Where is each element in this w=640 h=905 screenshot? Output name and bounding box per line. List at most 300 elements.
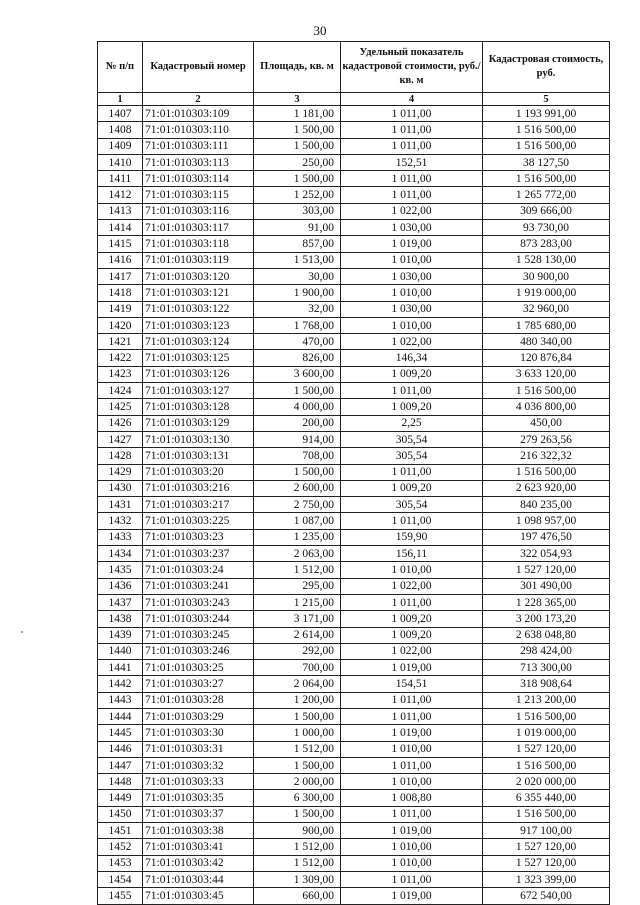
area-cell: 857,00 [254, 236, 341, 252]
cadastral-number-cell: 71:01:010303:121 [143, 285, 254, 301]
specific-value-cell: 1 019,00 [341, 660, 483, 676]
table-row [98, 855, 610, 871]
specific-value-cell: 1 011,00 [341, 106, 483, 122]
cadastral-value-table [97, 41, 610, 905]
table-row [98, 399, 610, 415]
row-number-cell: 1415 [98, 236, 143, 252]
table-row [98, 546, 610, 562]
table-row [98, 187, 610, 203]
cadastral-value-cell: 1 228 365,00 [483, 594, 610, 610]
table-row [98, 497, 610, 513]
row-number-cell: 1410 [98, 154, 143, 170]
area-cell: 4 000,00 [254, 399, 341, 415]
cadastral-value-cell: 2 623 920,00 [483, 480, 610, 496]
specific-value-cell: 1 010,00 [341, 839, 483, 855]
row-number-cell: 1436 [98, 578, 143, 594]
area-cell: 1 000,00 [254, 725, 341, 741]
table-row [98, 448, 610, 464]
cadastral-number-cell: 71:01:010303:116 [143, 203, 254, 219]
table-row [98, 317, 610, 333]
table-row [98, 236, 610, 252]
cadastral-value-cell: 1 919 000,00 [483, 285, 610, 301]
specific-value-cell: 1 010,00 [341, 855, 483, 871]
area-cell: 1 215,00 [254, 594, 341, 610]
row-number-cell: 1414 [98, 220, 143, 236]
cadastral-number-cell: 71:01:010303:33 [143, 774, 254, 790]
cadastral-number-cell: 71:01:010303:29 [143, 708, 254, 724]
table-row [98, 660, 610, 676]
cadastral-number-cell: 71:01:010303:120 [143, 268, 254, 284]
cadastral-number-cell: 71:01:010303:125 [143, 350, 254, 366]
row-number-cell: 1442 [98, 676, 143, 692]
header-row-number: № п/п [98, 42, 143, 93]
area-cell: 30,00 [254, 268, 341, 284]
cadastral-value-cell: 1 528 130,00 [483, 252, 610, 268]
cadastral-number-cell: 71:01:010303:41 [143, 839, 254, 855]
specific-value-cell: 1 008,80 [341, 790, 483, 806]
row-number-cell: 1435 [98, 562, 143, 578]
row-number-cell: 1416 [98, 252, 143, 268]
cadastral-number-cell: 71:01:010303:241 [143, 578, 254, 594]
row-number-cell: 1439 [98, 627, 143, 643]
table-row [98, 725, 610, 741]
row-number-cell: 1448 [98, 774, 143, 790]
table-row [98, 529, 610, 545]
area-cell: 2 063,00 [254, 546, 341, 562]
cadastral-value-cell: 672 540,00 [483, 888, 610, 904]
cadastral-value-cell: 216 322,32 [483, 448, 610, 464]
table-row [98, 285, 610, 301]
area-cell: 826,00 [254, 350, 341, 366]
table-row [98, 741, 610, 757]
cadastral-number-cell: 71:01:010303:44 [143, 871, 254, 887]
column-number: 5 [483, 93, 610, 106]
specific-value-cell: 1 019,00 [341, 823, 483, 839]
cadastral-value-cell: 2 638 048,80 [483, 627, 610, 643]
cadastral-value-cell: 450,00 [483, 415, 610, 431]
cadastral-value-cell: 1 527 120,00 [483, 839, 610, 855]
table-row [98, 513, 610, 529]
cadastral-number-cell: 71:01:010303:123 [143, 317, 254, 333]
table-row [98, 806, 610, 822]
table-row [98, 578, 610, 594]
specific-value-cell: 146,34 [341, 350, 483, 366]
specific-value-cell: 1 022,00 [341, 334, 483, 350]
area-cell: 900,00 [254, 823, 341, 839]
column-number: 1 [98, 93, 143, 106]
table-row [98, 252, 610, 268]
cadastral-value-cell: 1 527 120,00 [483, 562, 610, 578]
row-number-cell: 1454 [98, 871, 143, 887]
specific-value-cell: 1 009,20 [341, 480, 483, 496]
cadastral-number-cell: 71:01:010303:114 [143, 171, 254, 187]
cadastral-number-cell: 71:01:010303:42 [143, 855, 254, 871]
cadastral-number-cell: 71:01:010303:27 [143, 676, 254, 692]
specific-value-cell: 1 011,00 [341, 383, 483, 399]
area-cell: 2 750,00 [254, 497, 341, 513]
row-number-cell: 1411 [98, 171, 143, 187]
table-row [98, 839, 610, 855]
specific-value-cell: 1 019,00 [341, 725, 483, 741]
page-number: 30 [313, 23, 327, 38]
cadastral-value-cell: 279 263,56 [483, 431, 610, 447]
cadastral-number-cell: 71:01:010303:37 [143, 806, 254, 822]
cadastral-number-cell: 71:01:010303:38 [143, 823, 254, 839]
table-row [98, 106, 610, 122]
cadastral-number-cell: 71:01:010303:113 [143, 154, 254, 170]
cadastral-value-cell: 1 323 399,00 [483, 871, 610, 887]
cadastral-number-cell: 71:01:010303:110 [143, 122, 254, 138]
area-cell: 1 181,00 [254, 106, 341, 122]
table-row [98, 122, 610, 138]
specific-value-cell: 1 022,00 [341, 578, 483, 594]
cadastral-table-container [97, 41, 609, 905]
table-row [98, 708, 610, 724]
table-row [98, 171, 610, 187]
row-number-cell: 1422 [98, 350, 143, 366]
cadastral-value-cell: 1 213 200,00 [483, 692, 610, 708]
row-number-cell: 1441 [98, 660, 143, 676]
cadastral-number-cell: 71:01:010303:31 [143, 741, 254, 757]
area-cell: 292,00 [254, 643, 341, 659]
cadastral-value-cell: 30 900,00 [483, 268, 610, 284]
area-cell: 3 600,00 [254, 366, 341, 382]
area-cell: 1 512,00 [254, 855, 341, 871]
cadastral-value-cell: 1 516 500,00 [483, 708, 610, 724]
scan-speck [21, 631, 23, 633]
area-cell: 1 309,00 [254, 871, 341, 887]
area-cell: 700,00 [254, 660, 341, 676]
row-number-cell: 1444 [98, 708, 143, 724]
area-cell: 2 000,00 [254, 774, 341, 790]
cadastral-number-cell: 71:01:010303:246 [143, 643, 254, 659]
row-number-cell: 1443 [98, 692, 143, 708]
cadastral-value-cell: 197 476,50 [483, 529, 610, 545]
specific-value-cell: 1 011,00 [341, 187, 483, 203]
specific-value-cell: 1 011,00 [341, 692, 483, 708]
column-number-row [98, 93, 610, 106]
specific-value-cell: 1 011,00 [341, 171, 483, 187]
cadastral-value-cell: 917 100,00 [483, 823, 610, 839]
specific-value-cell: 1 011,00 [341, 464, 483, 480]
specific-value-cell: 1 010,00 [341, 741, 483, 757]
specific-value-cell: 1 010,00 [341, 562, 483, 578]
specific-value-cell: 1 010,00 [341, 285, 483, 301]
area-cell: 1 512,00 [254, 562, 341, 578]
area-cell: 1 500,00 [254, 464, 341, 480]
header-cadastral-value: Кадастровая стоимость, руб. [483, 42, 610, 93]
row-number-cell: 1455 [98, 888, 143, 904]
table-row [98, 415, 610, 431]
cadastral-number-cell: 71:01:010303:28 [143, 692, 254, 708]
specific-value-cell: 1 011,00 [341, 871, 483, 887]
cadastral-value-cell: 32 960,00 [483, 301, 610, 317]
cadastral-value-cell: 1 785 680,00 [483, 317, 610, 333]
table-row [98, 627, 610, 643]
row-number-cell: 1424 [98, 383, 143, 399]
row-number-cell: 1447 [98, 757, 143, 773]
specific-value-cell: 1 011,00 [341, 594, 483, 610]
row-number-cell: 1440 [98, 643, 143, 659]
cadastral-number-cell: 71:01:010303:216 [143, 480, 254, 496]
area-cell: 6 300,00 [254, 790, 341, 806]
specific-value-cell: 154,51 [341, 676, 483, 692]
specific-value-cell: 305,54 [341, 497, 483, 513]
area-cell: 250,00 [254, 154, 341, 170]
cadastral-number-cell: 71:01:010303:225 [143, 513, 254, 529]
cadastral-value-cell: 1 516 500,00 [483, 122, 610, 138]
area-cell: 1 500,00 [254, 138, 341, 154]
row-number-cell: 1433 [98, 529, 143, 545]
cadastral-number-cell: 71:01:010303:217 [143, 497, 254, 513]
cadastral-value-cell: 318 908,64 [483, 676, 610, 692]
specific-value-cell: 152,51 [341, 154, 483, 170]
table-row [98, 138, 610, 154]
area-cell: 660,00 [254, 888, 341, 904]
specific-value-cell: 1 022,00 [341, 643, 483, 659]
row-number-cell: 1434 [98, 546, 143, 562]
row-number-cell: 1407 [98, 106, 143, 122]
table-row [98, 871, 610, 887]
cadastral-value-cell: 93 730,00 [483, 220, 610, 236]
row-number-cell: 1446 [98, 741, 143, 757]
cadastral-number-cell: 71:01:010303:45 [143, 888, 254, 904]
table-row [98, 823, 610, 839]
table-row [98, 888, 610, 904]
area-cell: 3 171,00 [254, 611, 341, 627]
table-row [98, 350, 610, 366]
column-number: 2 [143, 93, 254, 106]
cadastral-value-cell: 1 516 500,00 [483, 383, 610, 399]
row-number-cell: 1429 [98, 464, 143, 480]
cadastral-value-cell: 1 516 500,00 [483, 171, 610, 187]
table-row [98, 301, 610, 317]
table-row [98, 464, 610, 480]
column-number: 3 [254, 93, 341, 106]
area-cell: 1 087,00 [254, 513, 341, 529]
area-cell: 1 500,00 [254, 122, 341, 138]
table-row [98, 774, 610, 790]
area-cell: 2 600,00 [254, 480, 341, 496]
area-cell: 200,00 [254, 415, 341, 431]
row-number-cell: 1428 [98, 448, 143, 464]
specific-value-cell: 1 011,00 [341, 757, 483, 773]
row-number-cell: 1438 [98, 611, 143, 627]
cadastral-number-cell: 71:01:010303:118 [143, 236, 254, 252]
row-number-cell: 1453 [98, 855, 143, 871]
specific-value-cell: 1 011,00 [341, 708, 483, 724]
specific-value-cell: 156,11 [341, 546, 483, 562]
cadastral-value-cell: 120 876,84 [483, 350, 610, 366]
area-cell: 32,00 [254, 301, 341, 317]
cadastral-value-cell: 2 020 000,00 [483, 774, 610, 790]
cadastral-value-cell: 840 235,00 [483, 497, 610, 513]
area-cell: 470,00 [254, 334, 341, 350]
cadastral-number-cell: 71:01:010303:30 [143, 725, 254, 741]
area-cell: 1 235,00 [254, 529, 341, 545]
row-number-cell: 1412 [98, 187, 143, 203]
table-row [98, 790, 610, 806]
specific-value-cell: 159,90 [341, 529, 483, 545]
specific-value-cell: 1 011,00 [341, 806, 483, 822]
specific-value-cell: 2,25 [341, 415, 483, 431]
row-number-cell: 1408 [98, 122, 143, 138]
cadastral-value-cell: 322 054,93 [483, 546, 610, 562]
cadastral-number-cell: 71:01:010303:127 [143, 383, 254, 399]
cadastral-number-cell: 71:01:010303:244 [143, 611, 254, 627]
header-specific-value: Удельный показатель кадастровой стоимости, руб./кв. м [341, 42, 483, 93]
cadastral-number-cell: 71:01:010303:130 [143, 431, 254, 447]
cadastral-value-cell: 480 340,00 [483, 334, 610, 350]
cadastral-value-cell: 3 633 120,00 [483, 366, 610, 382]
cadastral-value-cell: 38 127,50 [483, 154, 610, 170]
specific-value-cell: 1 010,00 [341, 774, 483, 790]
cadastral-number-cell: 71:01:010303:131 [143, 448, 254, 464]
row-number-cell: 1452 [98, 839, 143, 855]
cadastral-value-cell: 713 300,00 [483, 660, 610, 676]
row-number-cell: 1450 [98, 806, 143, 822]
cadastral-value-cell: 6 355 440,00 [483, 790, 610, 806]
cadastral-value-cell: 1 527 120,00 [483, 741, 610, 757]
cadastral-value-cell: 1 516 500,00 [483, 138, 610, 154]
table-row [98, 220, 610, 236]
specific-value-cell: 1 030,00 [341, 268, 483, 284]
specific-value-cell: 1 010,00 [341, 317, 483, 333]
cadastral-value-cell: 1 516 500,00 [483, 806, 610, 822]
row-number-cell: 1431 [98, 497, 143, 513]
specific-value-cell: 1 011,00 [341, 513, 483, 529]
specific-value-cell: 1 009,20 [341, 399, 483, 415]
area-cell: 2 614,00 [254, 627, 341, 643]
specific-value-cell: 1 019,00 [341, 236, 483, 252]
table-body [98, 106, 610, 905]
cadastral-number-cell: 71:01:010303:124 [143, 334, 254, 350]
specific-value-cell: 305,54 [341, 448, 483, 464]
row-number-cell: 1421 [98, 334, 143, 350]
area-cell: 295,00 [254, 578, 341, 594]
area-cell: 1 500,00 [254, 171, 341, 187]
area-cell: 1 768,00 [254, 317, 341, 333]
cadastral-value-cell: 309 666,00 [483, 203, 610, 219]
row-number-cell: 1432 [98, 513, 143, 529]
table-row [98, 334, 610, 350]
specific-value-cell: 1 009,20 [341, 627, 483, 643]
area-cell: 1 200,00 [254, 692, 341, 708]
cadastral-number-cell: 71:01:010303:23 [143, 529, 254, 545]
cadastral-value-cell: 1 193 991,00 [483, 106, 610, 122]
cadastral-number-cell: 71:01:010303:129 [143, 415, 254, 431]
cadastral-value-cell: 1 527 120,00 [483, 855, 610, 871]
cadastral-number-cell: 71:01:010303:245 [143, 627, 254, 643]
row-number-cell: 1409 [98, 138, 143, 154]
cadastral-number-cell: 71:01:010303:119 [143, 252, 254, 268]
row-number-cell: 1445 [98, 725, 143, 741]
cadastral-number-cell: 71:01:010303:35 [143, 790, 254, 806]
cadastral-value-cell: 301 490,00 [483, 578, 610, 594]
cadastral-number-cell: 71:01:010303:24 [143, 562, 254, 578]
column-number: 4 [341, 93, 483, 106]
cadastral-value-cell: 4 036 800,00 [483, 399, 610, 415]
specific-value-cell: 305,54 [341, 431, 483, 447]
area-cell: 1 513,00 [254, 252, 341, 268]
cadastral-value-cell: 298 424,00 [483, 643, 610, 659]
specific-value-cell: 1 011,00 [341, 122, 483, 138]
cadastral-number-cell: 71:01:010303:115 [143, 187, 254, 203]
cadastral-number-cell: 71:01:010303:128 [143, 399, 254, 415]
table-row [98, 594, 610, 610]
specific-value-cell: 1 010,00 [341, 252, 483, 268]
table-row [98, 431, 610, 447]
area-cell: 1 512,00 [254, 839, 341, 855]
row-number-cell: 1419 [98, 301, 143, 317]
area-cell: 1 252,00 [254, 187, 341, 203]
specific-value-cell: 1 009,20 [341, 366, 483, 382]
area-cell: 1 500,00 [254, 757, 341, 773]
table-row [98, 643, 610, 659]
cadastral-number-cell: 71:01:010303:117 [143, 220, 254, 236]
table-row [98, 757, 610, 773]
cadastral-number-cell: 71:01:010303:111 [143, 138, 254, 154]
specific-value-cell: 1 030,00 [341, 301, 483, 317]
area-cell: 914,00 [254, 431, 341, 447]
row-number-cell: 1423 [98, 366, 143, 382]
area-cell: 91,00 [254, 220, 341, 236]
table-row [98, 154, 610, 170]
table-header-row [98, 42, 610, 93]
area-cell: 708,00 [254, 448, 341, 464]
table-row [98, 203, 610, 219]
cadastral-number-cell: 71:01:010303:109 [143, 106, 254, 122]
row-number-cell: 1418 [98, 285, 143, 301]
specific-value-cell: 1 019,00 [341, 888, 483, 904]
row-number-cell: 1413 [98, 203, 143, 219]
area-cell: 303,00 [254, 203, 341, 219]
cadastral-value-cell: 3 200 173,20 [483, 611, 610, 627]
table-row [98, 562, 610, 578]
cadastral-number-cell: 71:01:010303:32 [143, 757, 254, 773]
cadastral-number-cell: 71:01:010303:25 [143, 660, 254, 676]
row-number-cell: 1426 [98, 415, 143, 431]
header-cadastral-number: Кадастровый номер [143, 42, 254, 93]
table-row [98, 366, 610, 382]
specific-value-cell: 1 009,20 [341, 611, 483, 627]
row-number-cell: 1451 [98, 823, 143, 839]
cadastral-number-cell: 71:01:010303:243 [143, 594, 254, 610]
cadastral-number-cell: 71:01:010303:20 [143, 464, 254, 480]
table-row [98, 611, 610, 627]
area-cell: 2 064,00 [254, 676, 341, 692]
table-row [98, 676, 610, 692]
cadastral-value-cell: 1 019 000,00 [483, 725, 610, 741]
row-number-cell: 1430 [98, 480, 143, 496]
row-number-cell: 1449 [98, 790, 143, 806]
area-cell: 1 500,00 [254, 708, 341, 724]
area-cell: 1 500,00 [254, 383, 341, 399]
row-number-cell: 1425 [98, 399, 143, 415]
cadastral-number-cell: 71:01:010303:122 [143, 301, 254, 317]
row-number-cell: 1420 [98, 317, 143, 333]
cadastral-value-cell: 1 516 500,00 [483, 464, 610, 480]
cadastral-value-cell: 1 098 957,00 [483, 513, 610, 529]
header-area: Площадь, кв. м [254, 42, 341, 93]
row-number-cell: 1417 [98, 268, 143, 284]
table-row [98, 480, 610, 496]
cadastral-number-cell: 71:01:010303:237 [143, 546, 254, 562]
cadastral-value-cell: 873 283,00 [483, 236, 610, 252]
table-row [98, 383, 610, 399]
table-row [98, 268, 610, 284]
row-number-cell: 1437 [98, 594, 143, 610]
